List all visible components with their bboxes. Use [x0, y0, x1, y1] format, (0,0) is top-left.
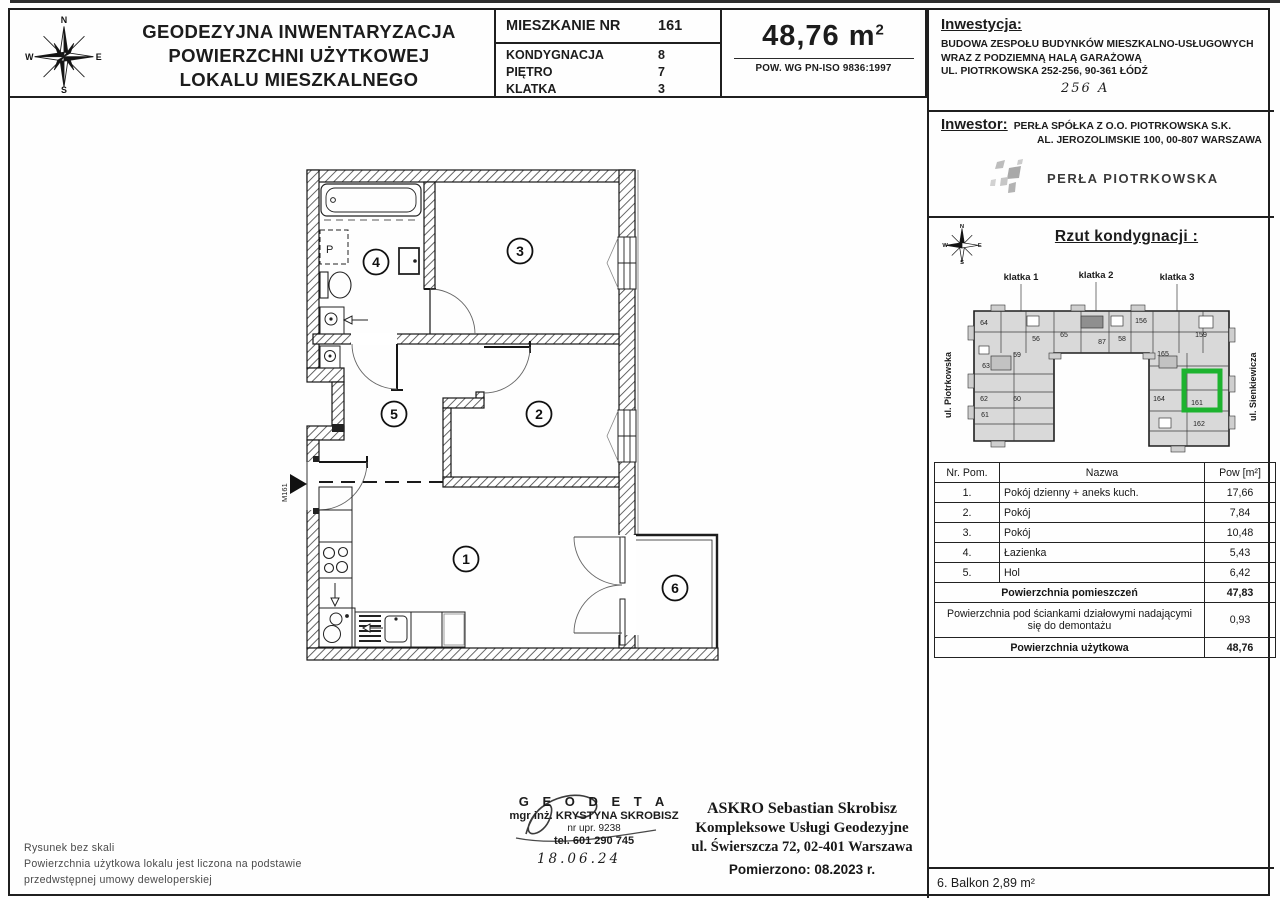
svg-text:4: 4	[372, 254, 380, 270]
compass-n-label: N	[60, 14, 68, 25]
partition-walls-row: Powierzchnia pod ściankami działowymi nadającymi się do demontażu 0,93	[935, 603, 1276, 638]
header-title-cell	[10, 10, 496, 98]
svg-text:164: 164	[1153, 396, 1165, 403]
washing-machine	[320, 230, 348, 264]
svg-text:S: S	[960, 260, 964, 264]
perla-logo-icon	[987, 156, 1031, 200]
bathroom-sink	[320, 307, 344, 334]
handwritten-date: 18.06.24	[536, 851, 622, 867]
klatka-2-label: klatka 2	[1078, 270, 1114, 281]
svg-text:P: P	[326, 244, 334, 256]
svg-text:58: 58	[1118, 336, 1126, 343]
svg-text:5: 5	[390, 406, 398, 422]
svg-text:156: 156	[1135, 318, 1147, 325]
apartment-detail-rows	[496, 44, 720, 98]
svg-text:3: 3	[516, 243, 524, 259]
svg-text:62: 62	[980, 396, 988, 403]
svg-text:6: 6	[671, 580, 679, 596]
area-norm-label: POW. WG PN-ISO 9836:1997	[755, 63, 892, 74]
total-area-cell	[722, 10, 927, 98]
investor-section	[929, 112, 1274, 218]
entrance-marker-icon	[290, 474, 307, 494]
balcony-door	[574, 535, 636, 645]
bathroom-door	[352, 344, 403, 390]
document-frame	[8, 8, 1270, 896]
hall-basin	[320, 346, 340, 368]
compass-rose-icon	[22, 14, 106, 94]
entrance-door-opening	[306, 462, 320, 510]
stamp-name: mgr inż. KRYSTYNA SKROBISZ	[509, 810, 679, 822]
svg-text:162: 162	[1193, 421, 1205, 428]
room-number-markers	[364, 239, 688, 601]
table-row: 4. Łazienka 5,43	[935, 543, 1276, 563]
room3-door	[424, 289, 475, 334]
areas-table	[934, 462, 1276, 658]
title-line-1: GEODEZYJNA INWENTARYZACJA	[142, 21, 456, 42]
storey-row: KONDYGNACJA 8	[506, 48, 665, 62]
building-outline	[968, 305, 1235, 452]
title-line-3: LOKALU MIESZKALNEGO	[179, 69, 419, 90]
street-right-label: ul. Sienkiewicza	[1248, 352, 1258, 421]
svg-text:2: 2	[535, 406, 543, 422]
apartment-number-row	[496, 10, 720, 44]
document-title	[110, 20, 488, 92]
company-block	[680, 800, 924, 877]
room-3-marker	[508, 239, 533, 264]
total-area-value: 48,76 $m^2$	[762, 20, 885, 52]
svg-text:N: N	[959, 224, 965, 230]
svg-text:E: E	[977, 243, 982, 250]
usable-area-total-row: Powierzchnia użytkowa 48,76	[935, 638, 1276, 658]
svg-text:161: 161	[1191, 400, 1203, 407]
kitchen-corner-sink	[319, 608, 355, 647]
window-room2	[607, 410, 636, 462]
floor-row: PIĘTRO 7	[506, 65, 665, 79]
svg-text:165: 165	[1157, 351, 1169, 358]
apartment-number-value: 161	[658, 18, 683, 34]
company-name: ASKRO Sebastian Skrobisz	[707, 800, 897, 817]
company-address: ul. Świerszcza 72, 02-401 Warszawa	[691, 839, 913, 855]
floor-overview-section	[929, 218, 1274, 464]
rooms-area-total-row: Powierzchnia pomieszczeń 47,83	[935, 583, 1276, 603]
investment-handwritten-note: 256 A	[1061, 80, 1110, 96]
bathroom-door-opening	[351, 333, 397, 345]
svg-text:87: 87	[1098, 339, 1106, 346]
svg-text:64: 64	[980, 320, 988, 327]
investor-name: PERŁA SPÓŁKA Z O.O. PIOTRKOWSKA S.K.	[1013, 121, 1232, 132]
apartment-info-cell	[496, 10, 722, 98]
stove	[324, 548, 348, 573]
developer-logo	[987, 156, 1219, 200]
investor-address: AL. JEROZOLIMSKIE 100, 00-807 WARSZAWA	[1037, 135, 1262, 146]
balcony-footnote: 6. Balkon 2,89 m²	[929, 867, 1274, 896]
svg-text:1: 1	[462, 551, 470, 567]
compass-e-label: E	[95, 52, 102, 63]
apartment-number-label: MIESZKANIE NR	[506, 18, 621, 34]
table-row: 5. Hol 6,42	[935, 563, 1276, 583]
vent-arrow-icon	[344, 316, 368, 324]
table-row: 1. Pokój dzienny + aneks kuch. 17,66	[935, 483, 1276, 503]
area-divider-line	[734, 58, 914, 59]
street-left-label: ul. Piotrkowska	[943, 351, 953, 418]
developer-logo-text: PERŁA PIOTRKOWSKA	[1047, 170, 1219, 186]
staircase-row: KLATKA 3	[506, 82, 665, 96]
room-5-marker	[382, 402, 407, 427]
measured-date: Pomierzono: 08.2023 r.	[728, 862, 876, 877]
bathtub	[321, 184, 421, 220]
svg-text:63: 63	[982, 363, 990, 370]
room-4-marker	[364, 250, 389, 275]
klatka-3-label: klatka 3	[1159, 272, 1195, 283]
room-2-marker	[527, 402, 552, 427]
window-room3	[607, 237, 636, 289]
svg-text:59: 59	[1013, 352, 1021, 359]
floor-overview-title: Rzut kondygnacji :	[1054, 228, 1199, 245]
stamp-license: nr upr. 9238	[567, 823, 621, 834]
investment-lines: BUDOWA ZESPOŁU BUDYNKÓW MIESZKALNO-USŁUGOWYCH WRAZ Z PODZIEMNĄ HALĄ GARAŻOWĄ UL. PIOTRKOWSKA 252-256, 90-361 ŁÓDŹ	[941, 39, 1254, 77]
investment-section	[929, 10, 1274, 112]
room2-door	[484, 341, 530, 393]
surveyor-stamp	[478, 794, 710, 867]
drawing-notes: Rysunek bez skali Powierzchnia użytkowa lokalu jest liczona na podstawie przedwstępnej umowy deweloperskiej	[24, 842, 302, 886]
shower-cabinet	[399, 248, 419, 274]
building-overview-map	[931, 256, 1271, 461]
investment-label: Inwestycja:	[941, 16, 1022, 33]
investor-label: Inwestor:	[941, 116, 1008, 133]
compass-s-label: S	[61, 85, 67, 94]
title-line-2: POWIERZCHNI UŻYTKOWEJ	[168, 45, 430, 66]
areas-table-section	[929, 462, 1274, 658]
table-row: 3. Pokój 10,48	[935, 523, 1276, 543]
wall-end-marker	[332, 424, 344, 432]
svg-text:159: 159	[1195, 332, 1207, 339]
room-6-marker	[663, 576, 688, 601]
svg-text:W: W	[942, 243, 948, 250]
right-column	[927, 10, 1274, 898]
entrance-apartment-label: M161	[280, 483, 289, 502]
company-services: Kompleksowe Usługi Geodezyjne	[695, 820, 909, 836]
klatka-1-label: klatka 1	[1003, 272, 1039, 283]
svg-text:56: 56	[1032, 336, 1040, 343]
svg-text:65: 65	[1060, 332, 1068, 339]
floor-plan-drawing	[280, 150, 770, 720]
svg-text:60: 60	[1013, 396, 1021, 403]
stamp-title: G E O D E T A	[518, 794, 670, 809]
stamp-phone: tel. 601 290 745	[553, 835, 635, 847]
areas-table-header-row: Nr. Pom. Nazwa Pow [m²]	[935, 463, 1276, 483]
compass-w-label: W	[25, 52, 34, 63]
room-1-marker	[454, 547, 479, 572]
scan-edge-artifact	[10, 0, 1280, 3]
down-arrow-icon	[331, 583, 339, 606]
kitchen-bottom-counter	[355, 612, 465, 647]
svg-text:61: 61	[981, 412, 989, 419]
toilet	[320, 272, 351, 298]
table-row: 2. Pokój 7,84	[935, 503, 1276, 523]
